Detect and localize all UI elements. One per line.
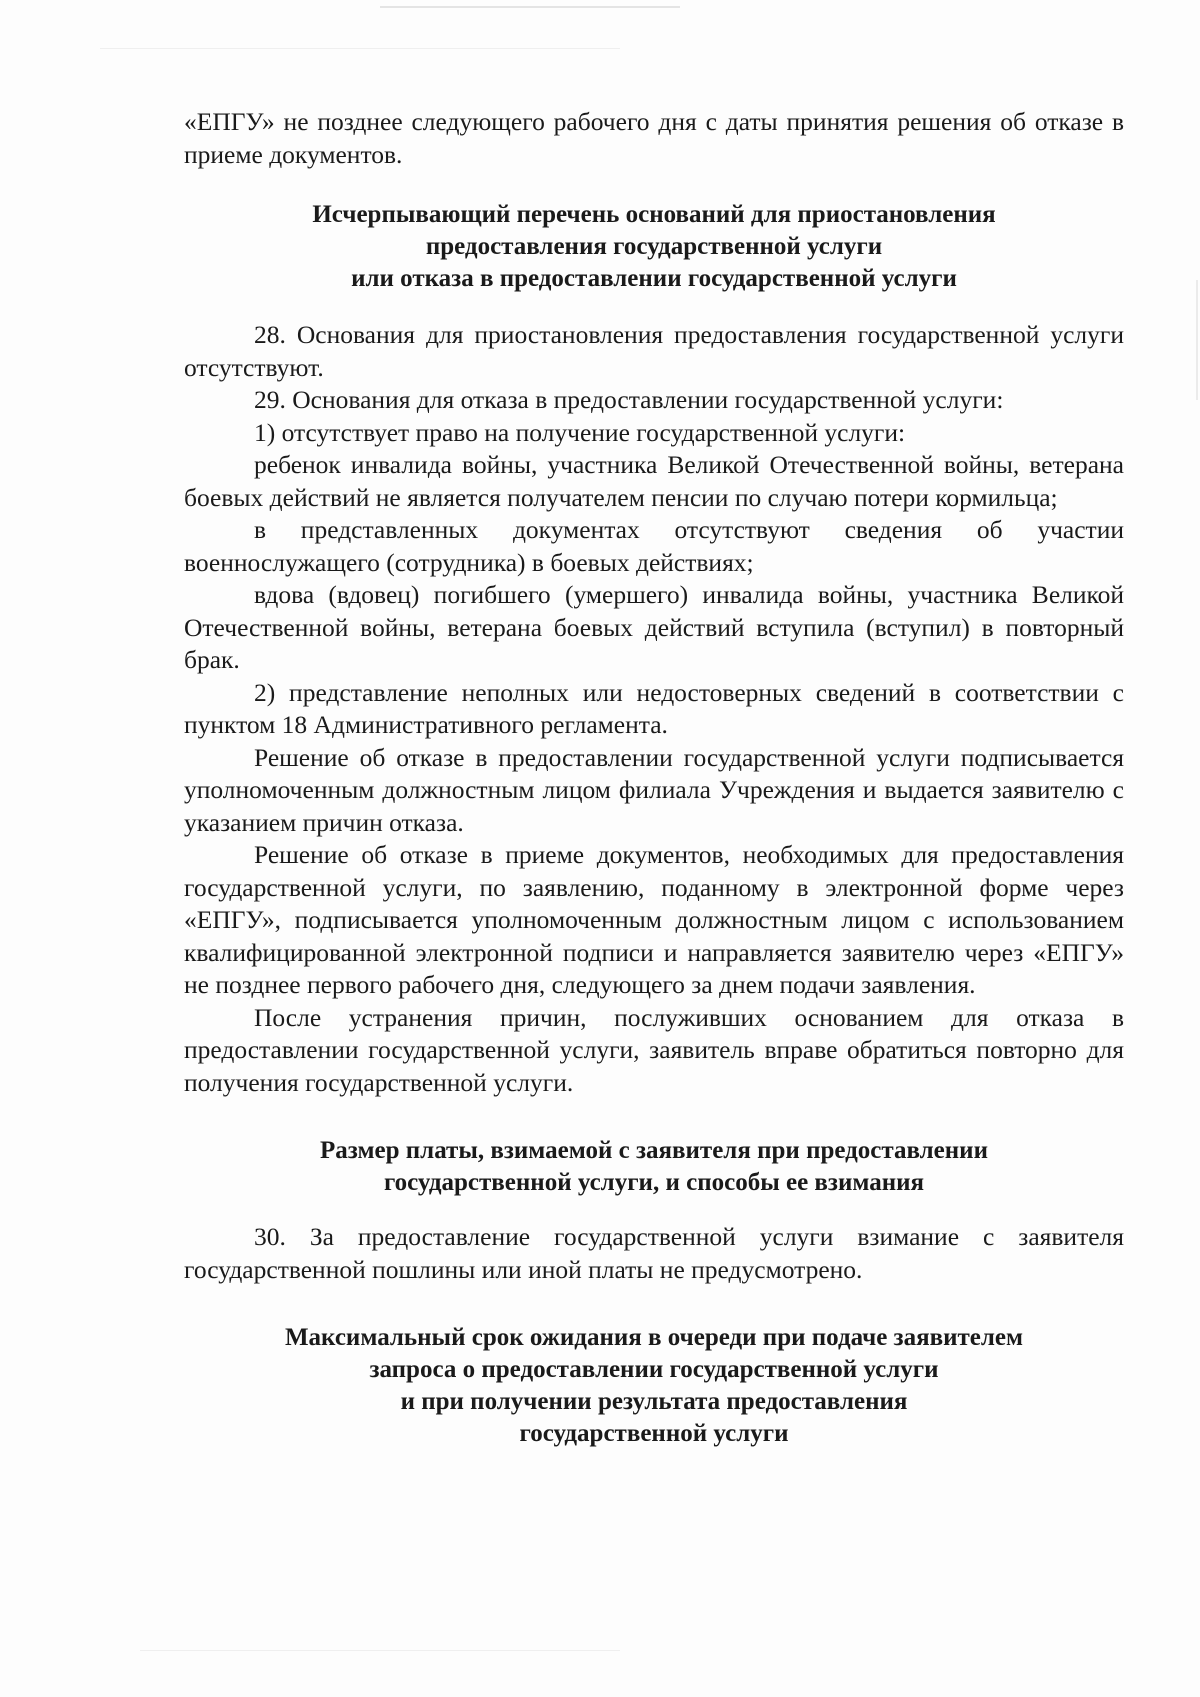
paragraph-28: 28. Основания для приостановления предоставления государственной услуги отсутствуют. bbox=[184, 320, 1124, 382]
heading-line: или отказа в предоставлении государственной услуги bbox=[351, 265, 957, 292]
heading-line: Размер платы, взимаемой с заявителя при предоставлении bbox=[320, 1137, 988, 1164]
scan-artifact-top bbox=[380, 6, 680, 8]
paragraph-29-item-1: 1) отсутствует право на получение государственной услуги: bbox=[254, 417, 906, 447]
heading-line: Исчерпывающий перечень оснований для приостановления bbox=[312, 201, 996, 228]
paragraph-29-item-2: 2) представление неполных или недостоверных сведений в соответствии с пунктом 18 Административного регламента. bbox=[184, 677, 1124, 739]
heading-line: Максимальный срок ожидания в очереди при подаче заявителем bbox=[284, 1324, 1024, 1351]
scan-artifact-right-edge bbox=[1196, 280, 1198, 400]
heading-line: государственной услуги, и способы ее взимания bbox=[383, 1169, 925, 1196]
paragraph-decision: Решение об отказе в предоставлении государственной услуги подписывается уполномоченным должностным лицом филиала Учреждения и выдается заявителю с указанием причин отказа. bbox=[184, 742, 1124, 837]
intro-paragraph: «ЕПГУ» не позднее следующего рабочего дня с даты принятия решения об отказе в приеме документов. bbox=[184, 107, 1124, 169]
heading-line: предоставления государственной услуги bbox=[425, 233, 883, 260]
heading-line: запроса о предоставлении государственной услуги bbox=[369, 1356, 939, 1383]
section-heading-fee bbox=[184, 1135, 1124, 1199]
paragraph-electronic-refusal: Решение об отказе в приеме документов, необходимых для предоставления государственной услуги, по заявлению, поданному в электронной форме через «ЕПГУ», подписывается уполномоченным должностным лицом с использованием квалифицированной электронной подписи и направляется заявителю через «ЕПГУ» не позднее первого рабочего дня, следующего за днем подачи заявления. bbox=[184, 840, 1124, 999]
paragraph-after-elimination: После устранения причин, послуживших основанием для отказа в предоставлении государственной услуги, заявитель вправе обратиться повторно для получения государственной услуги. bbox=[184, 1002, 1124, 1097]
paragraph-29-item-1-c: вдова (вдовец) погибшего (умершего) инвалида войны, участника Великой Отечественной войны, ветерана боевых действий вступила (вступил) в повторный брак. bbox=[184, 580, 1124, 674]
heading-line: и при получении результата предоставления bbox=[400, 1388, 908, 1415]
paragraph-30: 30. За предоставление государственной услуги взимание с заявителя государственной пошлины или иной платы не предусмотрено. bbox=[184, 1222, 1124, 1284]
section-heading-grounds-for-refusal bbox=[184, 199, 1124, 295]
document-body bbox=[184, 106, 1124, 1450]
paragraph-29-item-1-b: в представленных документах отсутствуют сведения об участии военнослужащего (сотрудника) в боевых действиях; bbox=[184, 515, 1124, 577]
paragraph-29: 29. Основания для отказа в предоставлении государственной услуги: bbox=[254, 385, 1004, 414]
scan-artifact-top-left bbox=[100, 48, 620, 49]
paragraph-29-item-1-a: ребенок инвалида войны, участника Великой Отечественной войны, ветерана боевых действий не является получателем пенсии по случаю потери кормильца; bbox=[184, 450, 1124, 512]
heading-line: государственной услуги bbox=[519, 1420, 789, 1447]
scan-artifact-bottom bbox=[140, 1650, 620, 1651]
section-heading-waiting-time bbox=[184, 1322, 1124, 1450]
